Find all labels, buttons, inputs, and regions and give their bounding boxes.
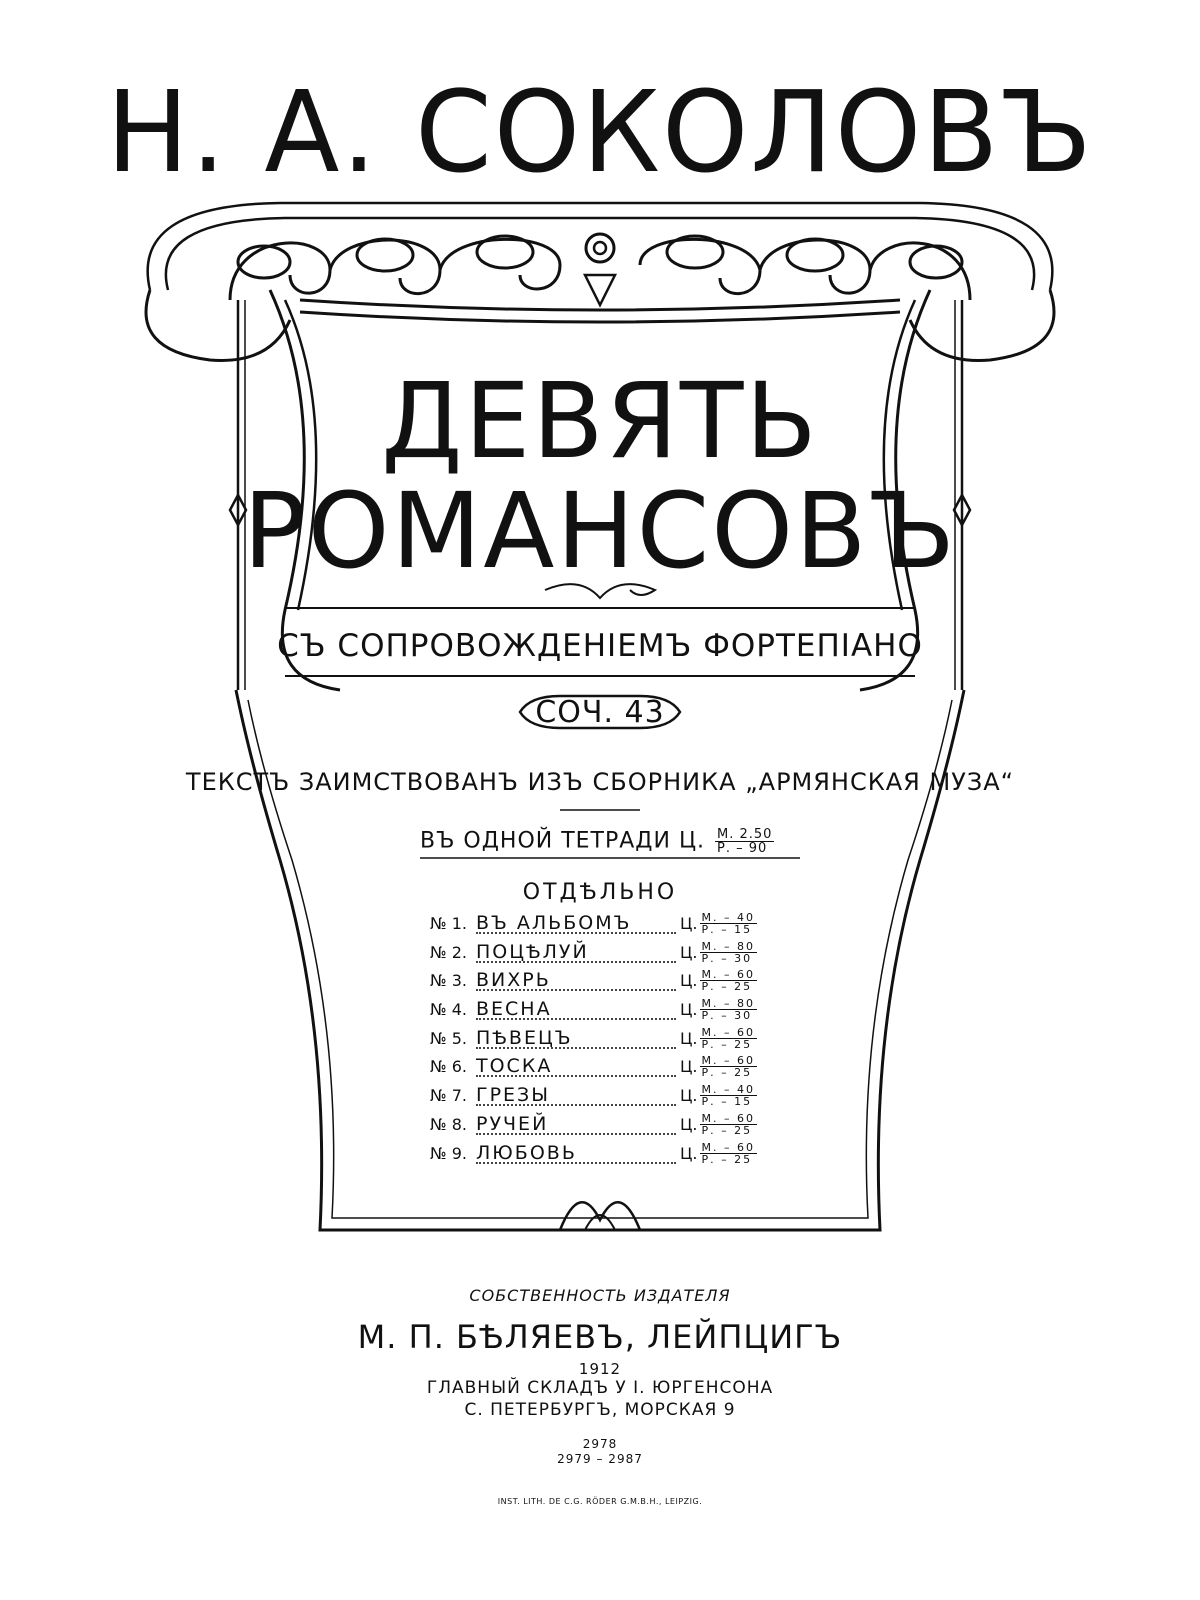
- song-title: РУЧЕЙ: [476, 1115, 676, 1135]
- song-list: [430, 912, 790, 1170]
- song-price-prefix: Ц.: [680, 1028, 698, 1048]
- complete-volume-price-prefix: Ц.: [678, 828, 706, 854]
- song-number: № 6.: [430, 1057, 467, 1077]
- separately-heading: ОТДѢЛЬНО: [522, 880, 678, 905]
- title-line-1: ДЕВЯТЬ: [381, 360, 819, 482]
- song-number: № 3.: [430, 971, 467, 991]
- song-price-prefix: Ц.: [680, 1114, 698, 1134]
- price-rubles: Р. – 90: [717, 841, 768, 856]
- song-price-fraction: [700, 969, 757, 992]
- main-depot: ГЛАВНЫЙ СКЛАДЪ У I. ЮРГЕНСОНА: [426, 1378, 774, 1398]
- price-rubles: Р. – 25: [701, 1123, 753, 1137]
- price-rubles: Р. – 30: [701, 951, 753, 965]
- song-title: ПѢВЕЦЪ: [476, 1029, 676, 1049]
- list-item: [430, 1055, 790, 1084]
- list-item: [430, 1027, 790, 1056]
- song-price-prefix: Ц.: [680, 914, 698, 933]
- complete-volume-price-fraction: [715, 828, 774, 855]
- song-number: № 2.: [430, 942, 467, 962]
- plate-number: 2978: [582, 1437, 618, 1451]
- song-price-prefix: Ц.: [680, 1086, 698, 1106]
- list-item: [430, 998, 790, 1027]
- song-title: ГРЕЗЫ: [476, 1086, 676, 1106]
- song-title: ЛЮБОВЬ: [476, 1144, 676, 1164]
- price-marks: М. – 80: [701, 997, 755, 1011]
- price-rubles: Р. – 15: [701, 923, 753, 936]
- song-title: ВЪ АЛЬБОМЪ: [476, 914, 676, 934]
- composer-name: Н. А. СОКОЛОВЪ: [106, 68, 1094, 198]
- song-number: № 9.: [430, 1143, 467, 1163]
- price-rubles: Р. – 25: [701, 1037, 753, 1051]
- song-price-fraction: [700, 1027, 757, 1050]
- list-item: [430, 912, 790, 941]
- title-line-2: РОМАНСОВЪ: [242, 470, 958, 592]
- price-rubles: Р. – 30: [701, 1009, 753, 1023]
- song-number: № 1.: [430, 914, 467, 933]
- price-rubles: Р. – 25: [701, 1066, 753, 1080]
- song-number: № 4.: [430, 1000, 467, 1020]
- song-price-prefix: Ц.: [680, 1057, 698, 1077]
- price-marks: М. – 40: [701, 911, 755, 924]
- song-price-prefix: Ц.: [680, 971, 698, 991]
- song-price-prefix: Ц.: [680, 942, 698, 962]
- price-rubles: Р. – 25: [701, 980, 753, 994]
- song-number: № 5.: [430, 1028, 467, 1048]
- depot-address: С. ПЕТЕРБУРГЪ, МОРСКАЯ 9: [464, 1400, 736, 1420]
- opus-number: СОЧ. 43: [535, 695, 665, 730]
- song-price-fraction: [700, 1113, 757, 1136]
- price-marks: М. – 60: [701, 1111, 755, 1125]
- publisher-name: М. П. БѢЛЯЕВЪ, ЛЕЙПЦИГЪ: [357, 1318, 843, 1356]
- price-marks: М. – 60: [701, 968, 755, 982]
- complete-volume-label: ВЪ ОДНОЙ ТЕТРАДИ: [420, 828, 671, 854]
- song-price-prefix: Ц.: [680, 1143, 698, 1163]
- list-item: [430, 1113, 790, 1142]
- price-marks: М. – 60: [701, 1140, 755, 1154]
- plate-number-range: 2979 – 2987: [557, 1452, 643, 1466]
- song-title: ВЕСНА: [476, 1000, 676, 1020]
- price-marks: М. – 40: [701, 1083, 755, 1097]
- song-price-fraction: [700, 1084, 757, 1107]
- price-marks: М. – 80: [701, 939, 755, 953]
- song-number: № 7.: [430, 1086, 467, 1106]
- song-title: ВИХРЬ: [476, 971, 676, 991]
- song-price-fraction: [700, 912, 757, 935]
- price-marks: М. – 60: [701, 1054, 755, 1068]
- subtitle: СЪ СОПРОВОЖДЕНIЕМЪ ФОРТЕПIАНО: [277, 628, 923, 664]
- publisher-property-note: СОБСТВЕННОСТЬ ИЗДАТЕЛЯ: [469, 1286, 731, 1305]
- song-number: № 8.: [430, 1114, 467, 1134]
- publication-year: 1912: [578, 1360, 622, 1378]
- list-item: [430, 969, 790, 998]
- price-rubles: Р. – 15: [701, 1095, 753, 1109]
- printer-credit: INST. LITH. DE C.G. RÖDER G.M.B.H., LEIPZIG.: [497, 1497, 703, 1506]
- song-price-fraction: [700, 1055, 757, 1078]
- song-price-fraction: [700, 998, 757, 1021]
- song-price-prefix: Ц.: [680, 1000, 698, 1020]
- song-price-fraction: [700, 941, 757, 964]
- song-title: ПОЦѢЛУЙ: [476, 943, 676, 963]
- complete-volume-price: [420, 828, 800, 855]
- price-rubles: Р. – 25: [701, 1152, 753, 1166]
- list-item: [430, 941, 790, 970]
- song-price-fraction: [700, 1142, 757, 1165]
- song-title: ТОСКА: [476, 1057, 676, 1077]
- price-marks: М. 2.50: [717, 827, 773, 842]
- text-source-note: ТЕКСТЪ ЗАИМСТВОВАНЪ ИЗЪ СБОРНИКА „АРМЯНСКАЯ МУЗА“: [185, 768, 1015, 796]
- price-marks: М. – 60: [701, 1025, 755, 1039]
- list-item: [430, 1084, 790, 1113]
- list-item: [430, 1142, 790, 1171]
